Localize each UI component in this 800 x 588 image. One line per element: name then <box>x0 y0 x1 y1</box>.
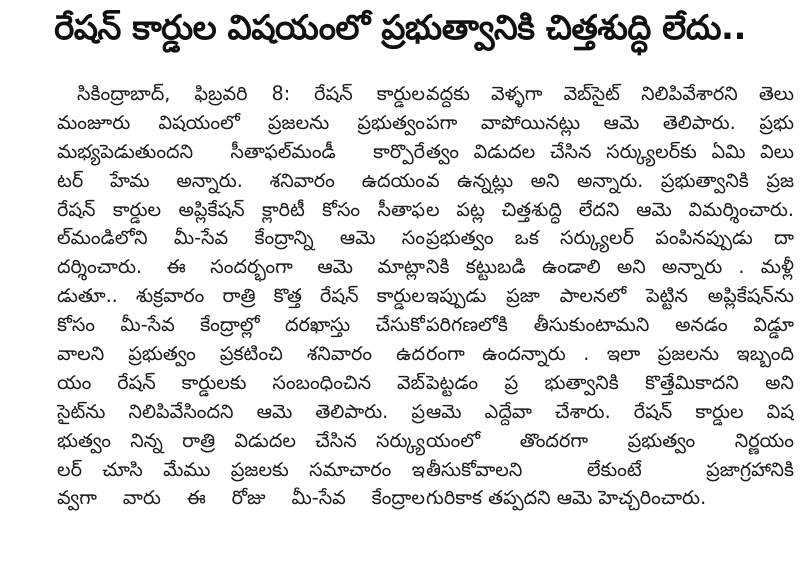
text-line: రంగా ఉందన్నారు . ఇలా ప్రజలను ఇబ్బంది <box>426 342 794 366</box>
text-line: సికింద్రాబాద్, ఫిబ్రవరి 8: రేషన్ కార్డుల <box>77 82 425 105</box>
article-column-left <box>57 80 425 513</box>
text-line: యం రేషన్ కార్డులకు సంబంధించిన వెబ్ <box>57 370 425 394</box>
text-line: ల పట్ల చిత్తశుద్ధి లేదని ఆమె విమర్శించారు. <box>426 197 794 221</box>
text-line: డుతూ.. శుక్రవారం రాత్రి కొత్త రేషన్ కార్డుల <box>57 284 425 308</box>
text-line: పెట్టడం ప్ర భుత్వానికి కొత్తేమికాదని అని <box>426 370 794 394</box>
text-line: వద్దకు వెళ్ళగా వెబ్‌సైట్ నిలిపివేశారని తెలు <box>426 82 794 105</box>
text-line: రేషన్ కార్డుల అప్లికేషన్ క్లారిటీ కోసం సీతాఫ <box>57 197 425 221</box>
text-line: పగా వాపోయినట్లు ఆమె తెలిపారు. ప్రభు <box>426 110 794 134</box>
text-line: దర్శించారు. ఈ సందర్భంగా ఆమె మాట్లా <box>57 255 425 279</box>
text-line: మంజూరు విషయంలో ప్రజలను ప్రభుత్వం <box>57 110 425 134</box>
text-line: టర్ హేమ అన్నారు. శనివారం ఉదయం <box>57 168 425 192</box>
text-line: యంలో తొందరగా ప్రభుత్వం నిర్ణయం <box>426 428 794 452</box>
text-line: వ ఉన్నట్లు అని అన్నారు. ప్రభుత్వానికి ప్రజ <box>426 168 794 192</box>
text-line: నికి కట్టుబడి ఉండాలి అని అన్నారు . మళ్లీ <box>426 255 794 279</box>
text-line: ఆమె ఎద్దేవా చేశారు. రేషన్ కార్డుల విష <box>426 399 794 423</box>
text-line: త్వం విడుదల చేసిన సర్క్యులర్‌కు ఏమి విలు <box>426 139 794 163</box>
column-divider <box>415 80 416 580</box>
article-column-right <box>426 80 794 513</box>
text-line: వ్వగా వారు ఈ రోజు మీ-సేవ కేంద్రాల <box>57 486 425 510</box>
text-line: భుత్వం నిన్న రాత్రి విడుదల చేసిన సర్క్యు <box>57 428 425 452</box>
text-line: సైట్‌ను నిలిపివేసిందని ఆమె తెలిపారు. ప్ర <box>57 399 425 423</box>
text-line: పరిగణలోకి తీసుకుంటామని అనడం విడ్డూ <box>426 313 794 337</box>
text-line: తీసుకోవాలని లేకుంటే ప్రజాగ్రహానికి <box>426 457 794 481</box>
text-line: కోసం మీ-సేవ కేంద్రాల్లో దరఖాస్తు చేసుకో <box>57 313 425 337</box>
text-line: లర్ చూసి మేము ప్రజలకు సమాచారం ఇ <box>57 457 425 481</box>
text-line: వాలని ప్రభుత్వం ప్రకటించి శనివారం ఉద <box>57 342 425 366</box>
text-line: ప్రభుత్వం ఒక సర్క్యులర్ పంపినప్పుడు దా <box>426 226 794 250</box>
text-line: ఇప్పుడు ప్రజా పాలనలో పెట్టిన అప్లికేషన్‌ను <box>426 284 794 308</box>
article-headline: రేషన్ కార్డుల విషయంలో ప్రభుత్వానికి చిత్తశుద్ధి లేదు.. <box>54 8 746 48</box>
text-line: మభ్యపెడుతుందని సీతాఫల్‌మండీ కార్పొరే <box>57 139 425 163</box>
text-line: గురికాక తప్పదని ఆమె హెచ్చరించారు. <box>426 486 707 510</box>
text-line: ల్‌మండిలోని మీ-సేవ కేంద్రాన్ని ఆమె సం <box>57 226 425 250</box>
